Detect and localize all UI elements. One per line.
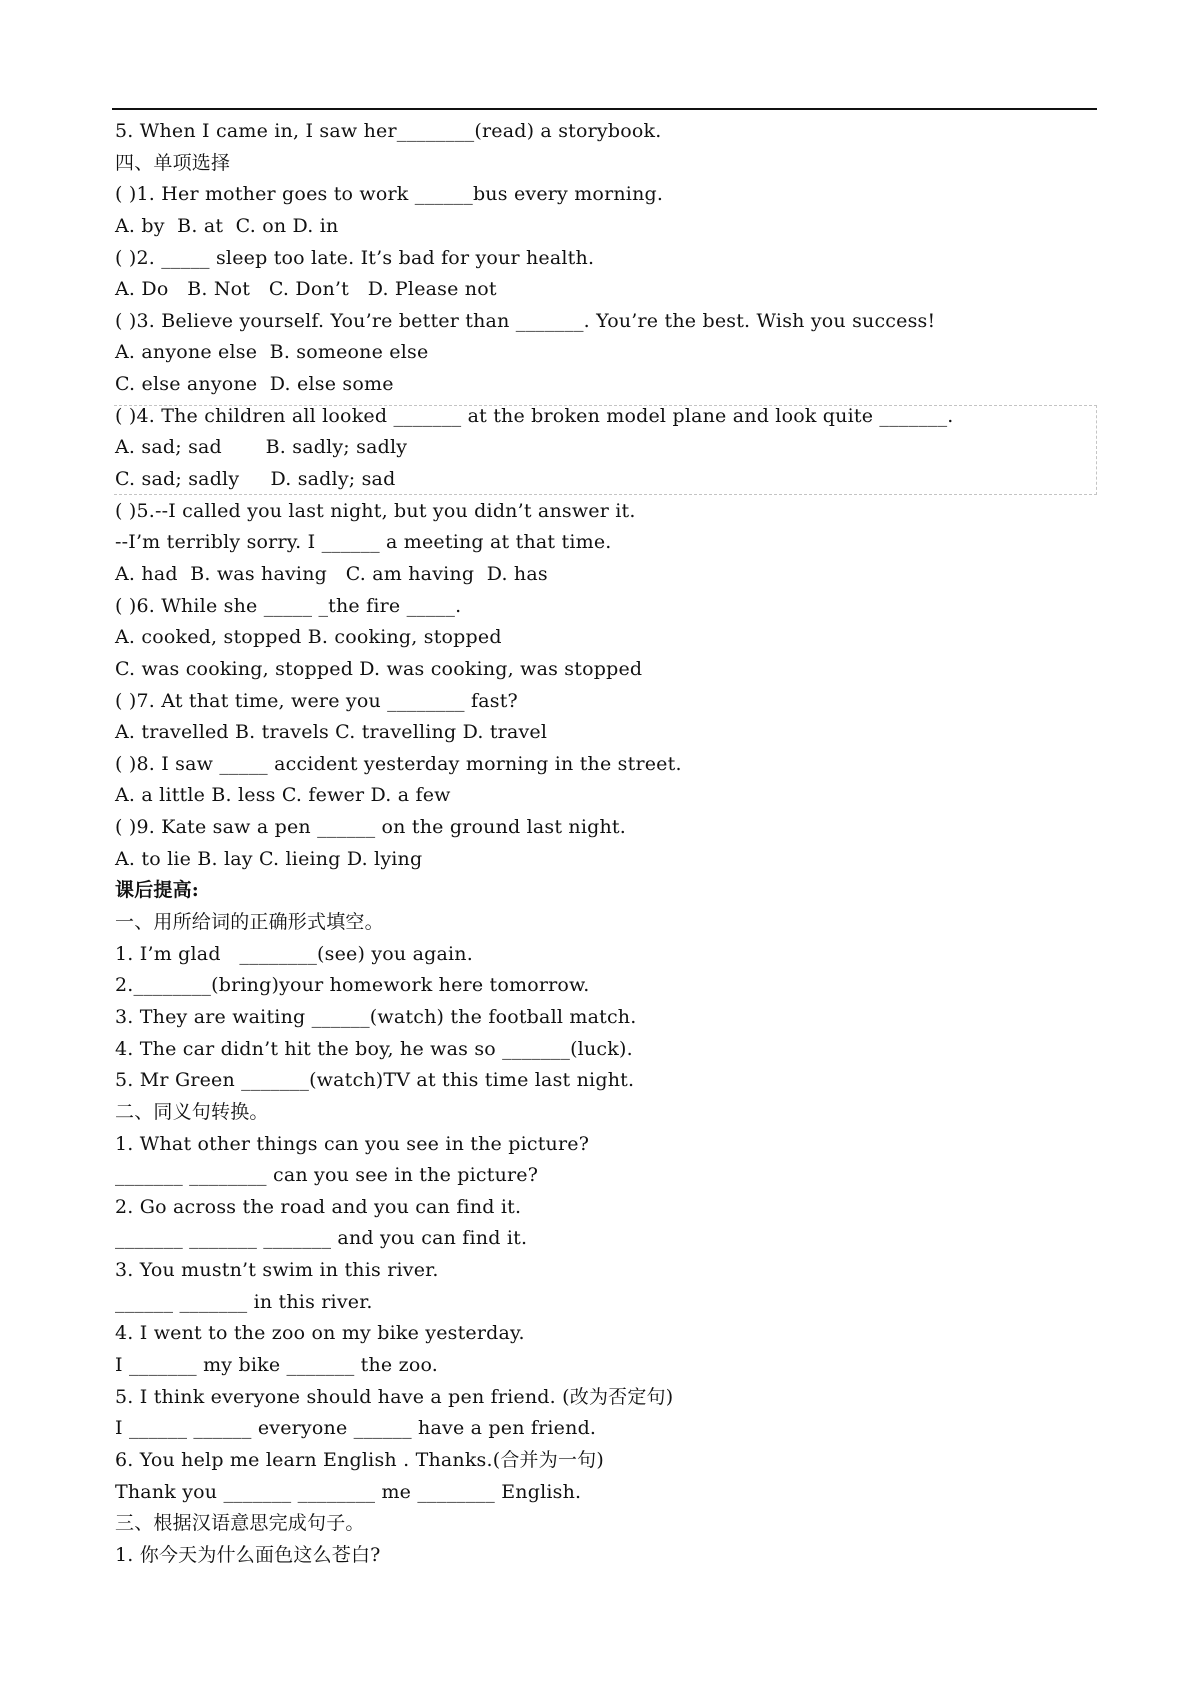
mc-options-1: A. by B. at C. on D. in <box>115 214 339 237</box>
translation-question-1: 1. 你今天为什么面色这么苍白? <box>115 1543 381 1566</box>
mc-question-4: ( )4. The children all looked _______ at the broken model plane and look quite _______. <box>115 404 954 427</box>
paraphrase-question-4: 4. I went to the zoo on my bike yesterday. <box>115 1322 525 1345</box>
mc-options-5: A. had B. was having C. am having D. has <box>115 562 548 585</box>
word-form-question-1: 1. I’m glad ________(see) you again. <box>115 942 473 965</box>
mc-options-3b: C. else anyone D. else some <box>115 373 394 396</box>
header-rule <box>112 108 1097 110</box>
paraphrase-question-6: 6. You help me learn English . Thanks.(合并为一句) <box>115 1448 604 1471</box>
mc-question-5: ( )5.--I called you last night, but you didn’t answer it. <box>115 499 636 522</box>
section-heading-word-forms: 一、用所给词的正确形式填空。 <box>115 911 384 934</box>
paraphrase-answer-5: I ______ ______ everyone ______ have a pen friend. <box>115 1417 597 1440</box>
section-heading-paraphrase: 二、同义句转换。 <box>115 1100 269 1123</box>
mc-question-5-response: --I’m terribly sorry. I ______ a meeting at that time. <box>115 531 612 554</box>
paraphrase-question-1: 1. What other things can you see in the picture? <box>115 1132 590 1155</box>
word-form-question-2: 2.________(bring)your homework here tomorrow. <box>115 974 590 997</box>
word-form-question-3: 3. They are waiting ______(watch) the football match. <box>115 1005 637 1028</box>
section-heading-multiple-choice: 四、单项选择 <box>115 151 231 174</box>
mc-question-8: ( )8. I saw _____ accident yesterday morning in the street. <box>115 752 682 775</box>
worksheet-body <box>115 116 1115 1571</box>
word-form-question-5: 5. Mr Green _______(watch)TV at this time last night. <box>115 1069 635 1092</box>
paraphrase-question-3: 3. You mustn’t swim in this river. <box>115 1259 439 1282</box>
mc-question-2: ( )2. _____ sleep too late. It’s bad for your health. <box>115 246 595 269</box>
mc-options-4b: C. sad; sadly D. sadly; sad <box>115 468 396 491</box>
paraphrase-answer-1: _______ ________ can you see in the picture? <box>115 1164 539 1187</box>
paraphrase-answer-3: ______ _______ in this river. <box>115 1290 373 1313</box>
paraphrase-question-5: 5. I think everyone should have a pen friend. (改为否定句) <box>115 1385 674 1408</box>
paraphrase-answer-6: Thank you _______ ________ me ________ English. <box>115 1480 582 1503</box>
mc-question-1: ( )1. Her mother goes to work ______bus every morning. <box>115 183 664 206</box>
paraphrase-answer-4: I _______ my bike _______ the zoo. <box>115 1353 438 1376</box>
mc-options-2: A. Do B. Not C. Don’t D. Please not <box>115 278 497 301</box>
section-heading-translation: 三、根据汉语意思完成句子。 <box>115 1512 365 1535</box>
paraphrase-question-2: 2. Go across the road and you can find it. <box>115 1195 522 1218</box>
mc-question-3: ( )3. Believe yourself. You’re better than _______. You’re the best. Wish you success! <box>115 309 936 332</box>
mc-options-6a: A. cooked, stopped B. cooking, stopped <box>115 626 502 649</box>
mc-question-6: ( )6. While she _____ _the fire _____. <box>115 594 462 617</box>
word-form-question-4: 4. The car didn’t hit the boy, he was so _______(luck). <box>115 1037 633 1060</box>
mc-question-7: ( )7. At that time, were you ________ fast? <box>115 689 518 712</box>
mc-options-9: A. to lie B. lay C. lieing D. lying <box>115 847 423 870</box>
mc-options-7: A. travelled B. travels C. travelling D. travel <box>115 721 548 744</box>
paraphrase-answer-2: _______ _______ _______ and you can find it. <box>115 1227 528 1250</box>
mc-options-8: A. a little B. less C. fewer D. a few <box>115 784 451 807</box>
fill-in-question-5: 5. When I came in, I saw her________(read) a storybook. <box>115 120 662 142</box>
mc-options-4a: A. sad; sad B. sadly; sadly <box>115 436 408 459</box>
mc-options-6b: C. was cooking, stopped D. was cooking, was stopped <box>115 657 643 680</box>
section-title-after-class: 课后提高: <box>115 879 200 902</box>
mc-question-9: ( )9. Kate saw a pen ______ on the ground last night. <box>115 816 626 839</box>
mc-options-3a: A. anyone else B. someone else <box>115 341 429 364</box>
